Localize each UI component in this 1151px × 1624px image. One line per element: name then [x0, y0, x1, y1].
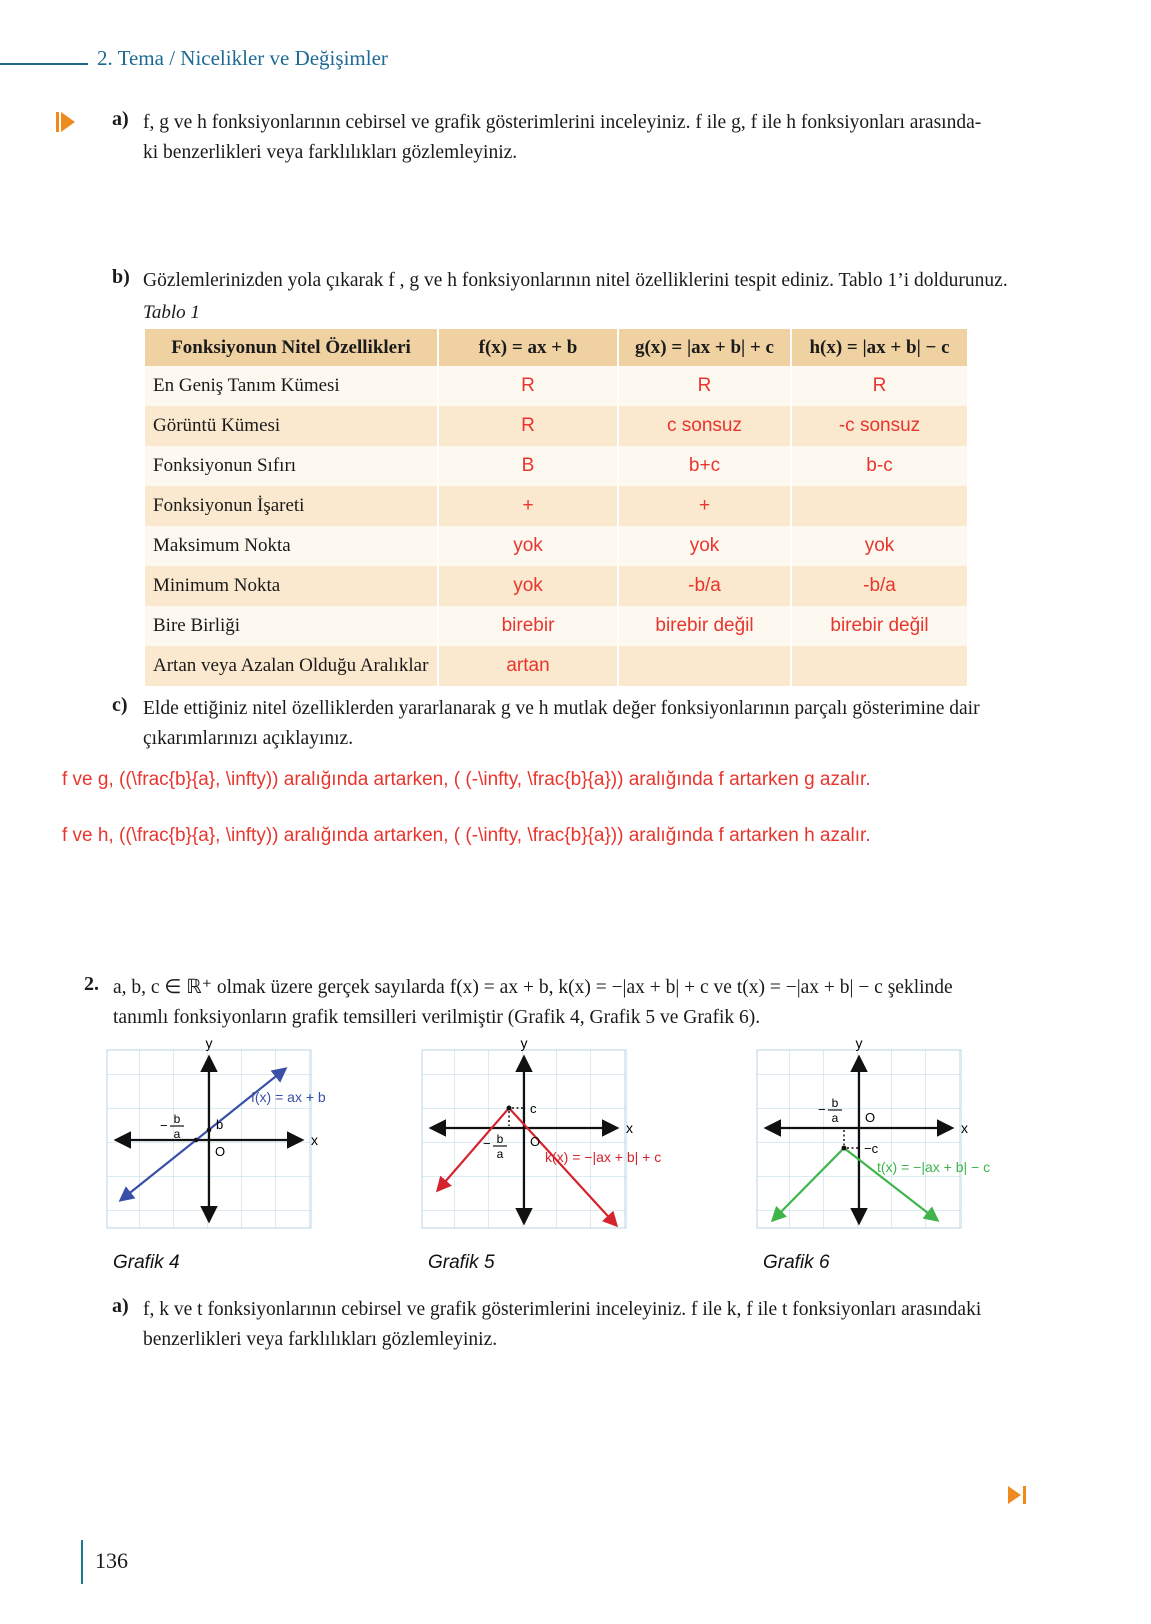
fraction-denominator: a — [831, 1111, 839, 1125]
item-c-text — [143, 694, 980, 754]
item-2-line2: tanımlı fonksiyonların grafik temsilleri verilmiştir (Grafik 4, Grafik 5 ve Grafik 6). — [113, 1007, 761, 1028]
y-axis-label: y — [520, 1040, 528, 1051]
col-header-h: h(x) = |ax + b| − c — [791, 329, 968, 366]
y-axis-label: y — [205, 1040, 213, 1051]
fraction-minus: − — [818, 1102, 826, 1117]
answer-cell: artan — [438, 646, 618, 686]
y-intercept-point — [207, 1128, 212, 1133]
item-a2-line2: benzerlikleri veya farklılıkları gözlemleyiniz. — [143, 1329, 498, 1350]
item-c-line1: Elde ettiğiniz nitel özelliklerden yararlanarak g ve h mutlak değer fonksiyonlarının parçalı gösterimine dair — [143, 698, 980, 719]
graph-grafik-6 — [755, 1040, 1055, 1240]
x-axis-label: x — [311, 1132, 318, 1148]
origin-label: O — [530, 1134, 541, 1149]
next-page-icon[interactable] — [1008, 1486, 1026, 1504]
item-a2-label: a) — [112, 1295, 129, 1317]
graph-caption-5: Grafik 5 — [428, 1252, 495, 1273]
answer-cell: yok — [618, 526, 791, 566]
maximum-point — [507, 1106, 512, 1111]
answer-cell: R — [438, 366, 618, 406]
answer-cell: -c sonsuz — [791, 406, 968, 446]
fraction-denominator: a — [496, 1147, 504, 1161]
item-2-label: 2. — [84, 973, 99, 995]
item-a2-line1: f, k ve t fonksiyonlarının cebirsel ve grafik gösterimlerini inceleyiniz. f ile k, f ile t fonksiyonları arasındaki — [143, 1299, 982, 1320]
table-row: Artan veya Azalan Olduğu Aralıklar artan — [144, 646, 968, 686]
graph-grafik-5 — [420, 1040, 720, 1240]
item-2-text — [113, 973, 953, 1033]
answer-cell: yok — [791, 526, 968, 566]
page-number: 136 — [95, 1548, 128, 1573]
table-row: Minimum Nokta yok -b/a -b/a — [144, 566, 968, 606]
graph-caption-4: Grafik 4 — [113, 1252, 180, 1273]
fraction-denominator: a — [173, 1127, 181, 1141]
answer-cell: R — [438, 406, 618, 446]
table-row: Görüntü Kümesi R c sonsuz -c sonsuz — [144, 406, 968, 446]
peak-value-label: −c — [864, 1141, 879, 1156]
fraction-numerator: b — [496, 1132, 504, 1146]
table-row: Fonksiyonun İşareti + + — [144, 486, 968, 526]
answer-cell: birebir değil — [618, 606, 791, 646]
y-intercept-label: b — [216, 1117, 224, 1132]
answer-cell: + — [438, 486, 618, 526]
y-axis-label: y — [855, 1040, 863, 1051]
answer-cell: -b/a — [618, 566, 791, 606]
answer-cell: c sonsuz — [618, 406, 791, 446]
origin-label: O — [215, 1144, 226, 1159]
handwritten-answer-2: f ve h, ((\frac{b}{a}, \infty)) aralığında artarken, ( (-\infty, \frac{b}{a})) aralığında f artarken h azalır. — [62, 825, 871, 846]
table-row: Fonksiyonun Sıfırı B b+c b-c — [144, 446, 968, 486]
function-equation-label: t(x) = −|ax + b| − c — [877, 1159, 991, 1175]
answer-cell — [618, 646, 791, 686]
answer-cell: b-c — [791, 446, 968, 486]
origin-label: O — [865, 1110, 876, 1125]
answer-cell: -b/a — [791, 566, 968, 606]
item-a1-label: a) — [112, 108, 129, 130]
answer-cell: birebir değil — [791, 606, 968, 646]
x-axis-label: x — [961, 1120, 968, 1136]
answer-cell: + — [618, 486, 791, 526]
table-header-row — [144, 329, 968, 366]
next-triangle-icon — [1008, 1486, 1021, 1504]
item-c-label: c) — [112, 694, 128, 716]
col-header-g: g(x) = |ax + b| + c — [618, 329, 791, 366]
item-c-line2: çıkarımlarınızı açıklayınız. — [143, 728, 354, 749]
x-intercept-point — [194, 1138, 199, 1143]
answer-cell: birebir — [438, 606, 618, 646]
x-axis-label: x — [626, 1120, 633, 1136]
item-a1-text — [143, 108, 981, 168]
fraction-minus: − — [160, 1118, 168, 1133]
graph-grafik-4 — [105, 1040, 405, 1240]
footer-rule — [81, 1540, 83, 1584]
marker-triangle-icon — [61, 112, 75, 132]
item-b-text: Gözlemlerinizden yola çıkarak f , g ve h fonksiyonlarının nitel özelliklerini tespit ediniz. Tablo 1’i doldurunuz. — [143, 270, 1008, 291]
table-row: Maksimum Nokta yok yok yok — [144, 526, 968, 566]
page-title: 2. Tema / Nicelikler ve Değişimler — [97, 46, 388, 70]
item-a1-line1: f, g ve h fonksiyonlarının cebirsel ve grafik gösterimlerini inceleyiniz. f ile g, f ile h fonksiyonları arasında- — [143, 112, 982, 133]
table-row: En Geniş Tanım Kümesi R R R — [144, 366, 968, 406]
marker-bar-icon — [56, 112, 59, 132]
function-properties-table — [143, 329, 969, 686]
section-marker-icon — [56, 112, 75, 132]
item-2-line1: a, b, c ∈ ℝ⁺ olmak üzere gerçek sayılarda f(x) = ax + b, k(x) = −|ax + b| + c ve t(x) = −|ax + b| − c şeklinde — [113, 977, 953, 998]
fraction-numerator: b — [831, 1096, 839, 1110]
col-header-f: f(x) = ax + b — [438, 329, 618, 366]
graph-caption-6: Grafik 6 — [763, 1252, 830, 1273]
table-caption: Tablo 1 — [143, 302, 200, 323]
answer-cell: b+c — [618, 446, 791, 486]
next-bar-icon — [1023, 1486, 1026, 1504]
item-a2-text — [143, 1295, 981, 1355]
col-header-properties: Fonksiyonun Nitel Özellikleri — [144, 329, 438, 366]
table-row: Bire Birliği birebir birebir değil birebir değil — [144, 606, 968, 646]
answer-cell: yok — [438, 526, 618, 566]
maximum-point — [842, 1146, 847, 1151]
item-b-label: b) — [112, 266, 130, 288]
answer-cell: R — [618, 366, 791, 406]
answer-cell: B — [438, 446, 618, 486]
fraction-numerator: b — [173, 1112, 181, 1126]
header-rule — [0, 63, 88, 65]
function-equation-label: f(x) = ax + b — [251, 1089, 326, 1105]
answer-cell — [791, 646, 968, 686]
handwritten-answer-1: f ve g, ((\frac{b}{a}, \infty)) aralığında artarken, ( (-\infty, \frac{b}{a})) aralığında f artarken g azalır. — [62, 769, 871, 790]
answer-cell: yok — [438, 566, 618, 606]
peak-value-label: c — [530, 1101, 537, 1116]
fraction-minus: − — [483, 1136, 491, 1151]
function-equation-label: k(x) = −|ax + b| + c — [545, 1149, 662, 1165]
item-a1-line2: ki benzerlikleri veya farklılıkları gözlemleyiniz. — [143, 142, 518, 163]
answer-cell — [791, 486, 968, 526]
answer-cell: R — [791, 366, 968, 406]
